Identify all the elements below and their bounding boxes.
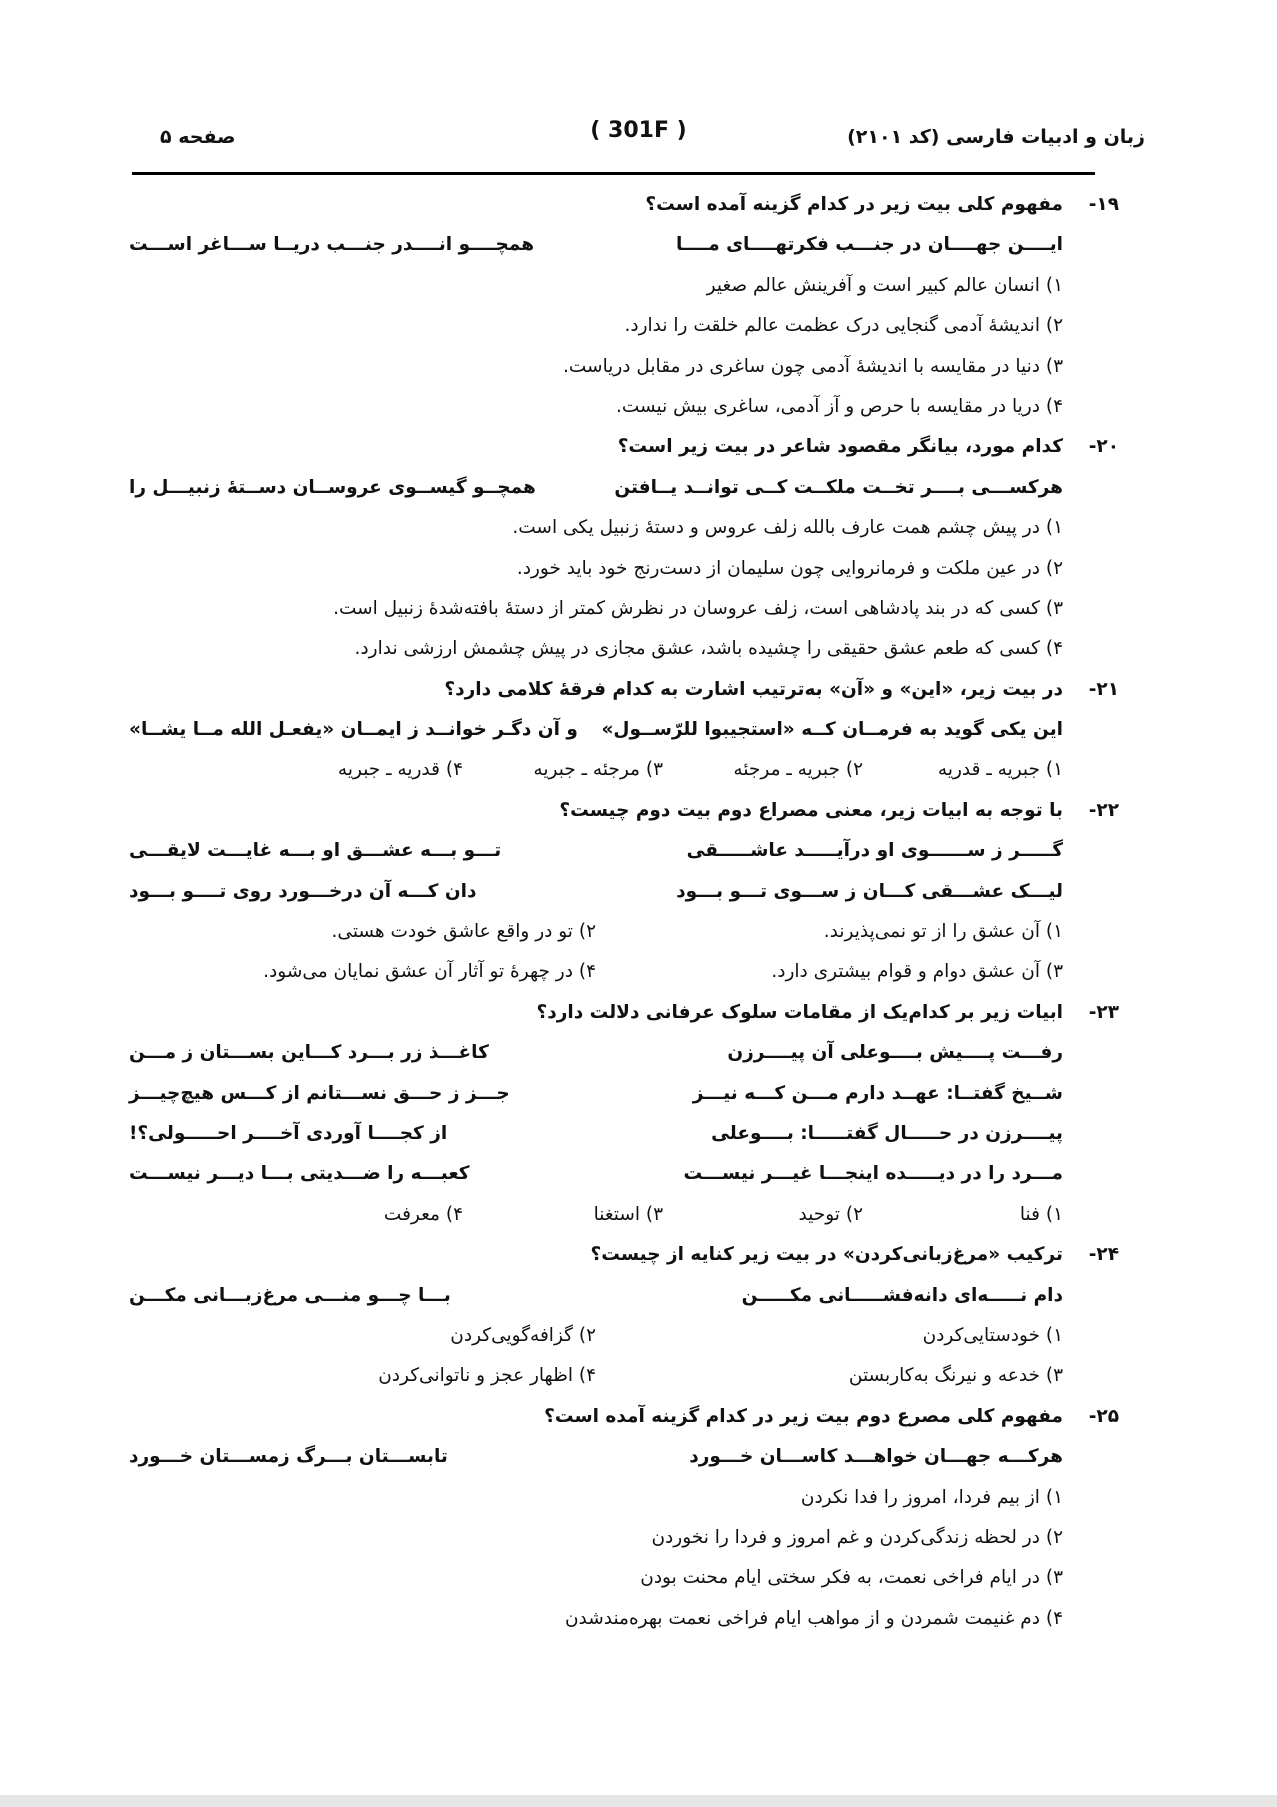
- verse: [129, 1437, 1063, 1477]
- options-row: [129, 1195, 1063, 1235]
- question-number: ۲۰-: [1088, 436, 1119, 458]
- option-2: ۲) گزافه‌گویی‌کردن: [450, 1324, 596, 1346]
- page-bottom-band: [0, 1795, 1277, 1807]
- exam-code: ( 301F ): [590, 118, 687, 143]
- verse-second-hemistich: دان کـــه آن درخـــورد روی تــــو بـــود: [129, 880, 477, 902]
- option-4: ۴) کسی که طعم عشق حقیقی را چشیده باشد، عشق مجازی در پیش چشمش ارزشی ندارد.: [354, 638, 1063, 660]
- options-row: [129, 1316, 1063, 1356]
- verse: [129, 1114, 1063, 1154]
- question-24: [129, 1235, 1119, 1275]
- option-4: ۴) معرفت: [383, 1203, 463, 1225]
- verse-first-hemistich: رفـــت پــــیش بــــوعلی آن پیــــرزن: [727, 1042, 1063, 1064]
- question-21: [129, 670, 1119, 710]
- verse-second-hemistich: جـــز ز حـــق نســـتانم از کـــس هیچ‌چیـــز: [129, 1082, 510, 1104]
- verse: [129, 1154, 1063, 1194]
- options-row: [129, 952, 1063, 992]
- question-text: با توجه به ابیات زیر، معنی مصراع دوم بیت دوم چیست؟: [559, 799, 1063, 821]
- option-2: ۲) در لحظه زندگی‌کردن و غم امروز و فردا را نخوردن: [651, 1526, 1063, 1548]
- verse-second-hemistich: همچــو گیســوی عروســان دســتهٔ زنبیـــل را: [129, 476, 536, 498]
- verse: [129, 710, 1063, 750]
- verse-first-hemistich: گـــــر ز ســــــوی او درآیـــــد عاشـــــقی: [686, 840, 1063, 862]
- page-number: صفحه ۵: [160, 126, 236, 148]
- question-text: مفهوم کلی مصرع دوم بیت زیر در کدام گزینه آمده است؟: [544, 1405, 1063, 1427]
- options-row: [129, 1356, 1063, 1396]
- option-3: ۳) در ایام فراخی نعمت، به فکر سختی ایام محنت بودن: [640, 1567, 1063, 1589]
- option-2: ۲) توحید: [798, 1203, 863, 1225]
- option-4: ۴) قدریه ـ جبریه: [337, 759, 463, 781]
- option-3: ۳) مرجئه ـ جبریه: [533, 759, 663, 781]
- question-20: [129, 427, 1119, 467]
- option-3: ۳) خدعه و نیرنگ به‌کاربستن: [848, 1365, 1063, 1387]
- verse: [129, 831, 1063, 871]
- option-1: ۱) جبریه ـ قدریه: [937, 759, 1063, 781]
- question-number: ۲۵-: [1088, 1405, 1119, 1427]
- option-4: ۴) دریا در مقایسه با حرص و آز آدمی، ساغری بیش نیست.: [615, 395, 1063, 417]
- verse-second-hemistich: از کجــــا آوردی آخــــر احـــــولی؟!: [129, 1122, 448, 1144]
- verse-second-hemistich: کعبـــه را ضـــدیتی بـــا دیـــر نیســـت: [129, 1163, 470, 1185]
- question-text: مفهوم کلی بیت زیر در کدام گزینه آمده است؟: [645, 194, 1063, 215]
- options-row: [129, 750, 1063, 790]
- verse: [129, 1276, 1063, 1316]
- option-2: ۲) تو در واقع عاشق خودت هستی.: [331, 921, 596, 943]
- verse-first-hemistich: این یکی گوید به فرمــان کــه «استجیبوا للرّســول»: [601, 719, 1063, 741]
- option-2: ۲) جبریه ـ مرجئه: [733, 759, 863, 781]
- page-header: [132, 118, 1145, 158]
- verse-first-hemistich: ایــــن جهــــان در جنـــب فکرتهــــای مــــا: [675, 234, 1063, 256]
- question-text: ابیات زیر بر کدام‌یک از مقامات سلوک عرفانی دلالت دارد؟: [536, 1001, 1063, 1023]
- option-4: ۴) اظهار عجز و ناتوانی‌کردن: [378, 1365, 596, 1387]
- verse: [129, 225, 1063, 265]
- question-number: ۲۱-: [1088, 678, 1119, 700]
- verse-second-hemistich: بـــا چـــو منـــی مرغ‌زبـــانی مکـــن: [129, 1284, 451, 1306]
- verse-first-hemistich: مـــرد را در دیـــــده اینجـــا غیـــر نیســـت: [683, 1163, 1063, 1185]
- option-2: ۲) در عین ملکت و فرمانروایی چون سلیمان از دست‌رنج خود باید خورد.: [516, 557, 1063, 579]
- verse-second-hemistich: و آن دگـر خوانــد ز ایمــان «یفعـل الله مــا یشــا»: [129, 719, 578, 741]
- question-text: ترکیب «مرغ‌زبانی‌کردن» در بیت زیر کنایه از چیست؟: [590, 1244, 1063, 1266]
- verse-first-hemistich: پیــــرزن در حـــــال گفتـــــا: بــــوعلی: [711, 1122, 1063, 1144]
- option-1: ۱) خودستایی‌کردن: [922, 1324, 1063, 1346]
- questions-area: [129, 185, 1119, 1639]
- option-1: ۱) فنا: [1019, 1203, 1063, 1225]
- header-divider: [132, 172, 1095, 175]
- verse-second-hemistich: کاغـــذ زر بـــرد کـــاین بســـتان ز مـــن: [129, 1042, 489, 1064]
- option-2: ۲) اندیشهٔ آدمی گنجایی درک عظمت عالم خلقت را ندارد.: [624, 315, 1063, 337]
- verse-second-hemistich: تـــو بـــه عشـــق او بـــه غایـــت لایقـــی: [129, 840, 502, 862]
- verse: [129, 1074, 1063, 1114]
- option-3: ۳) کسی که در بند پادشاهی است، زلف عروسان در نظرش کمتر از دستهٔ بافته‌شدهٔ زنبیل است.: [333, 597, 1063, 619]
- verse: [129, 872, 1063, 912]
- option-3: ۳) دنیا در مقایسه با اندیشهٔ آدمی چون ساغری در مقابل دریاست.: [563, 355, 1063, 377]
- question-number: ۱۹-: [1088, 194, 1119, 215]
- question-number: ۲۳-: [1088, 1001, 1119, 1023]
- verse-first-hemistich: هرکـــه جهـــان خواهـــد کاســـان خـــورد: [689, 1446, 1063, 1468]
- question-19: [129, 185, 1119, 225]
- question-23: [129, 993, 1119, 1033]
- option-4: ۴) در چهرهٔ تو آثار آن عشق نمایان می‌شود.: [263, 961, 596, 983]
- question-25: [129, 1397, 1119, 1437]
- option-1: ۱) در پیش چشم همت عارف بالله زلف عروس و دستهٔ زنبیل یکی است.: [512, 517, 1063, 539]
- verse-second-hemistich: همچــــو انــــدر جنـــب دریــا ســـاغر اســـت: [129, 234, 535, 256]
- subject-title: زبان و ادبیات فارسی (کد ۲۱۰۱): [847, 126, 1145, 148]
- option-3: ۳) آن عشق دوام و قوام بیشتری دارد.: [771, 961, 1063, 983]
- verse: [129, 468, 1063, 508]
- verse-first-hemistich: شــیخ گفتــا: عهــد دارم مـــن کـــه نیـــز: [692, 1082, 1063, 1104]
- option-1: ۱) انسان عالم کبیر است و آفرینش عالم صغیر: [706, 274, 1063, 296]
- question-text: کدام مورد، بیانگر مقصود شاعر در بیت زیر است؟: [617, 436, 1063, 458]
- option-1: ۱) از بیم فردا، امروز را فدا نکردن: [800, 1486, 1063, 1508]
- question-number: ۲۲-: [1088, 799, 1119, 821]
- option-3: ۳) استغنا: [593, 1203, 663, 1225]
- question-text: در بیت زیر، «این» و «آن» به‌ترتیب اشارت به کدام فرقهٔ کلامی دارد؟: [444, 678, 1063, 700]
- verse-second-hemistich: تابســـتان بـــرگ زمســـتان خـــورد: [129, 1446, 448, 1468]
- verse: [129, 1033, 1063, 1073]
- question-number: ۲۴-: [1088, 1244, 1119, 1266]
- option-1: ۱) آن عشق را از تو نمی‌پذیرند.: [823, 921, 1063, 943]
- verse-first-hemistich: دام نـــــه‌ای دانه‌فشـــــانی مکـــــن: [741, 1284, 1063, 1306]
- option-4: ۴) دم غنیمت شمردن و از مواهب ایام فراخی نعمت بهره‌مندشدن: [564, 1607, 1063, 1629]
- verse-first-hemistich: لیـــک عشـــقی کـــان ز ســـوی تـــو بـــود: [676, 880, 1063, 902]
- options-row: [129, 912, 1063, 952]
- question-22: [129, 791, 1119, 831]
- verse-first-hemistich: هرکســـی بــــر تخــت ملکــت کــی توانــد یــافتن: [614, 476, 1063, 498]
